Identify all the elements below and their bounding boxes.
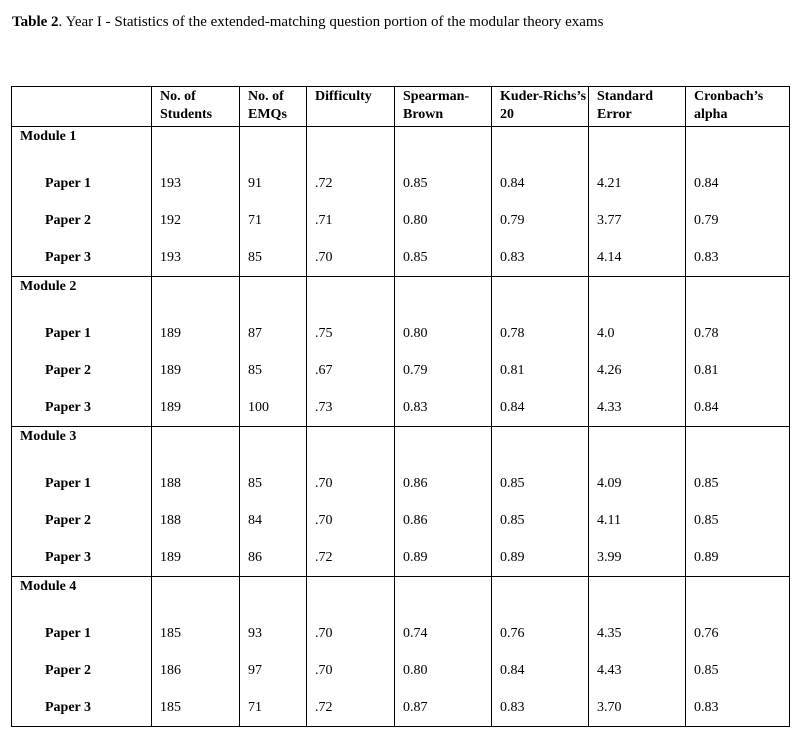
table-row <box>12 202 790 239</box>
table-cell: 87 <box>240 315 307 352</box>
module-label: Module 1 <box>12 127 152 166</box>
table-cell: 0.79 <box>395 352 492 389</box>
table-row <box>12 352 790 389</box>
empty-cell <box>152 427 240 466</box>
table-cell: 0.85 <box>492 502 589 539</box>
table-cell: 91 <box>240 165 307 202</box>
empty-cell <box>589 427 686 466</box>
table-cell: 186 <box>152 652 240 689</box>
empty-cell <box>152 277 240 316</box>
table-cell: 0.79 <box>492 202 589 239</box>
table-cell: 0.80 <box>395 652 492 689</box>
empty-cell <box>152 577 240 616</box>
table-cell: 97 <box>240 652 307 689</box>
table-row <box>12 615 790 652</box>
empty-cell <box>395 577 492 616</box>
table-cell: 0.85 <box>395 165 492 202</box>
table-cell: .72 <box>307 689 395 727</box>
empty-cell <box>589 127 686 166</box>
paper-label: Paper 3 <box>12 389 152 427</box>
table-cell: .72 <box>307 539 395 577</box>
table-cell: 0.83 <box>686 689 790 727</box>
module-row <box>12 127 790 166</box>
table-cell: 0.80 <box>395 202 492 239</box>
table-cell: 0.86 <box>395 465 492 502</box>
table-cell: 185 <box>152 615 240 652</box>
empty-cell <box>492 577 589 616</box>
table-cell: 84 <box>240 502 307 539</box>
empty-cell <box>307 427 395 466</box>
table-cell: .70 <box>307 502 395 539</box>
table-cell: 85 <box>240 465 307 502</box>
table-cell: 192 <box>152 202 240 239</box>
empty-cell <box>395 427 492 466</box>
table-cell: 3.99 <box>589 539 686 577</box>
table-cell: 185 <box>152 689 240 727</box>
table-cell: 189 <box>152 352 240 389</box>
table-cell: .70 <box>307 239 395 277</box>
table-cell: 86 <box>240 539 307 577</box>
column-header: Standard Error <box>589 87 686 127</box>
empty-cell <box>395 277 492 316</box>
empty-cell <box>686 277 790 316</box>
table-body <box>12 127 790 727</box>
table-cell: 0.81 <box>686 352 790 389</box>
table-row <box>12 689 790 727</box>
table-cell: 4.0 <box>589 315 686 352</box>
paper-label: Paper 1 <box>12 465 152 502</box>
column-header: Kuder-Richs’s 20 <box>492 87 589 127</box>
table-cell: 189 <box>152 389 240 427</box>
table-cell: 4.11 <box>589 502 686 539</box>
table-label: Table 2 <box>12 14 59 30</box>
empty-cell <box>686 427 790 466</box>
paper-label: Paper 1 <box>12 315 152 352</box>
table-caption-text: . Year I - Statistics of the extended-matching question portion of the modular theory exams <box>58 14 604 30</box>
empty-cell <box>307 277 395 316</box>
module-row <box>12 427 790 466</box>
empty-cell <box>492 277 589 316</box>
table-cell: 0.84 <box>686 389 790 427</box>
column-header: Cronbach’s alpha <box>686 87 790 127</box>
table-cell: 0.86 <box>395 502 492 539</box>
table-cell: .67 <box>307 352 395 389</box>
table-cell: 0.84 <box>492 165 589 202</box>
table-cell: 0.87 <box>395 689 492 727</box>
paper-label: Paper 3 <box>12 539 152 577</box>
empty-cell <box>240 127 307 166</box>
table-cell: 0.85 <box>686 652 790 689</box>
table-cell: 189 <box>152 315 240 352</box>
paper-label: Paper 3 <box>12 689 152 727</box>
empty-cell <box>395 127 492 166</box>
table-cell: 4.21 <box>589 165 686 202</box>
table-cell: 0.85 <box>686 465 790 502</box>
column-header: No. of Students <box>152 87 240 127</box>
empty-cell <box>240 277 307 316</box>
empty-cell <box>686 127 790 166</box>
module-row <box>12 277 790 316</box>
empty-cell <box>589 277 686 316</box>
table-caption <box>12 14 603 31</box>
table-cell: 0.84 <box>686 165 790 202</box>
table-cell: 0.79 <box>686 202 790 239</box>
paper-label: Paper 2 <box>12 652 152 689</box>
table-cell: 4.43 <box>589 652 686 689</box>
paper-label: Paper 2 <box>12 202 152 239</box>
table-row <box>12 389 790 427</box>
table-cell: 0.89 <box>492 539 589 577</box>
table-cell: 71 <box>240 202 307 239</box>
table-cell: 0.74 <box>395 615 492 652</box>
table-cell: 193 <box>152 239 240 277</box>
table-cell: 4.09 <box>589 465 686 502</box>
table-header <box>12 87 790 127</box>
table-cell: 3.77 <box>589 202 686 239</box>
table-row <box>12 239 790 277</box>
table-cell: 4.35 <box>589 615 686 652</box>
statistics-table <box>11 86 790 727</box>
table-cell: .72 <box>307 165 395 202</box>
table-cell: 4.33 <box>589 389 686 427</box>
table-cell: 0.85 <box>395 239 492 277</box>
table-cell: .73 <box>307 389 395 427</box>
module-label: Module 4 <box>12 577 152 616</box>
table-cell: 0.83 <box>492 239 589 277</box>
table-cell: 3.70 <box>589 689 686 727</box>
table-cell: 0.89 <box>686 539 790 577</box>
table-cell: 0.83 <box>492 689 589 727</box>
table-cell: 93 <box>240 615 307 652</box>
table-cell: 100 <box>240 389 307 427</box>
table-cell: 85 <box>240 352 307 389</box>
table-row <box>12 652 790 689</box>
table-cell: 0.85 <box>686 502 790 539</box>
module-label: Module 3 <box>12 427 152 466</box>
table-cell: .70 <box>307 615 395 652</box>
table-row <box>12 465 790 502</box>
table-cell: 0.81 <box>492 352 589 389</box>
empty-cell <box>492 427 589 466</box>
table-cell: 0.76 <box>492 615 589 652</box>
table-cell: 71 <box>240 689 307 727</box>
empty-cell <box>307 577 395 616</box>
paper-label: Paper 3 <box>12 239 152 277</box>
module-label: Module 2 <box>12 277 152 316</box>
column-header: Spearman-Brown <box>395 87 492 127</box>
table-row <box>12 165 790 202</box>
empty-cell <box>240 577 307 616</box>
table-row <box>12 502 790 539</box>
module-row <box>12 577 790 616</box>
table-cell: 0.80 <box>395 315 492 352</box>
paper-label: Paper 2 <box>12 502 152 539</box>
table-cell: 4.14 <box>589 239 686 277</box>
table-row <box>12 315 790 352</box>
table-cell: 0.89 <box>395 539 492 577</box>
header-row <box>12 87 790 127</box>
column-header: No. of EMQs <box>240 87 307 127</box>
header-cell-blank <box>12 87 152 127</box>
table-cell: .75 <box>307 315 395 352</box>
paper-label: Paper 1 <box>12 165 152 202</box>
empty-cell <box>152 127 240 166</box>
table-cell: 188 <box>152 502 240 539</box>
table-cell: 85 <box>240 239 307 277</box>
table-cell: 0.84 <box>492 389 589 427</box>
table-cell: 0.83 <box>686 239 790 277</box>
table-cell: .70 <box>307 652 395 689</box>
table-cell: 4.26 <box>589 352 686 389</box>
table-cell: 193 <box>152 165 240 202</box>
paper-label: Paper 2 <box>12 352 152 389</box>
table-cell: 0.78 <box>492 315 589 352</box>
table-cell: 189 <box>152 539 240 577</box>
column-header: Difficulty <box>307 87 395 127</box>
table-cell: 0.76 <box>686 615 790 652</box>
table-cell: .70 <box>307 465 395 502</box>
table-cell: 0.85 <box>492 465 589 502</box>
table-cell: 0.84 <box>492 652 589 689</box>
empty-cell <box>686 577 790 616</box>
empty-cell <box>307 127 395 166</box>
table-cell: 188 <box>152 465 240 502</box>
empty-cell <box>589 577 686 616</box>
paper-label: Paper 1 <box>12 615 152 652</box>
table-cell: .71 <box>307 202 395 239</box>
table-row <box>12 539 790 577</box>
empty-cell <box>492 127 589 166</box>
table-cell: 0.83 <box>395 389 492 427</box>
table-cell: 0.78 <box>686 315 790 352</box>
empty-cell <box>240 427 307 466</box>
